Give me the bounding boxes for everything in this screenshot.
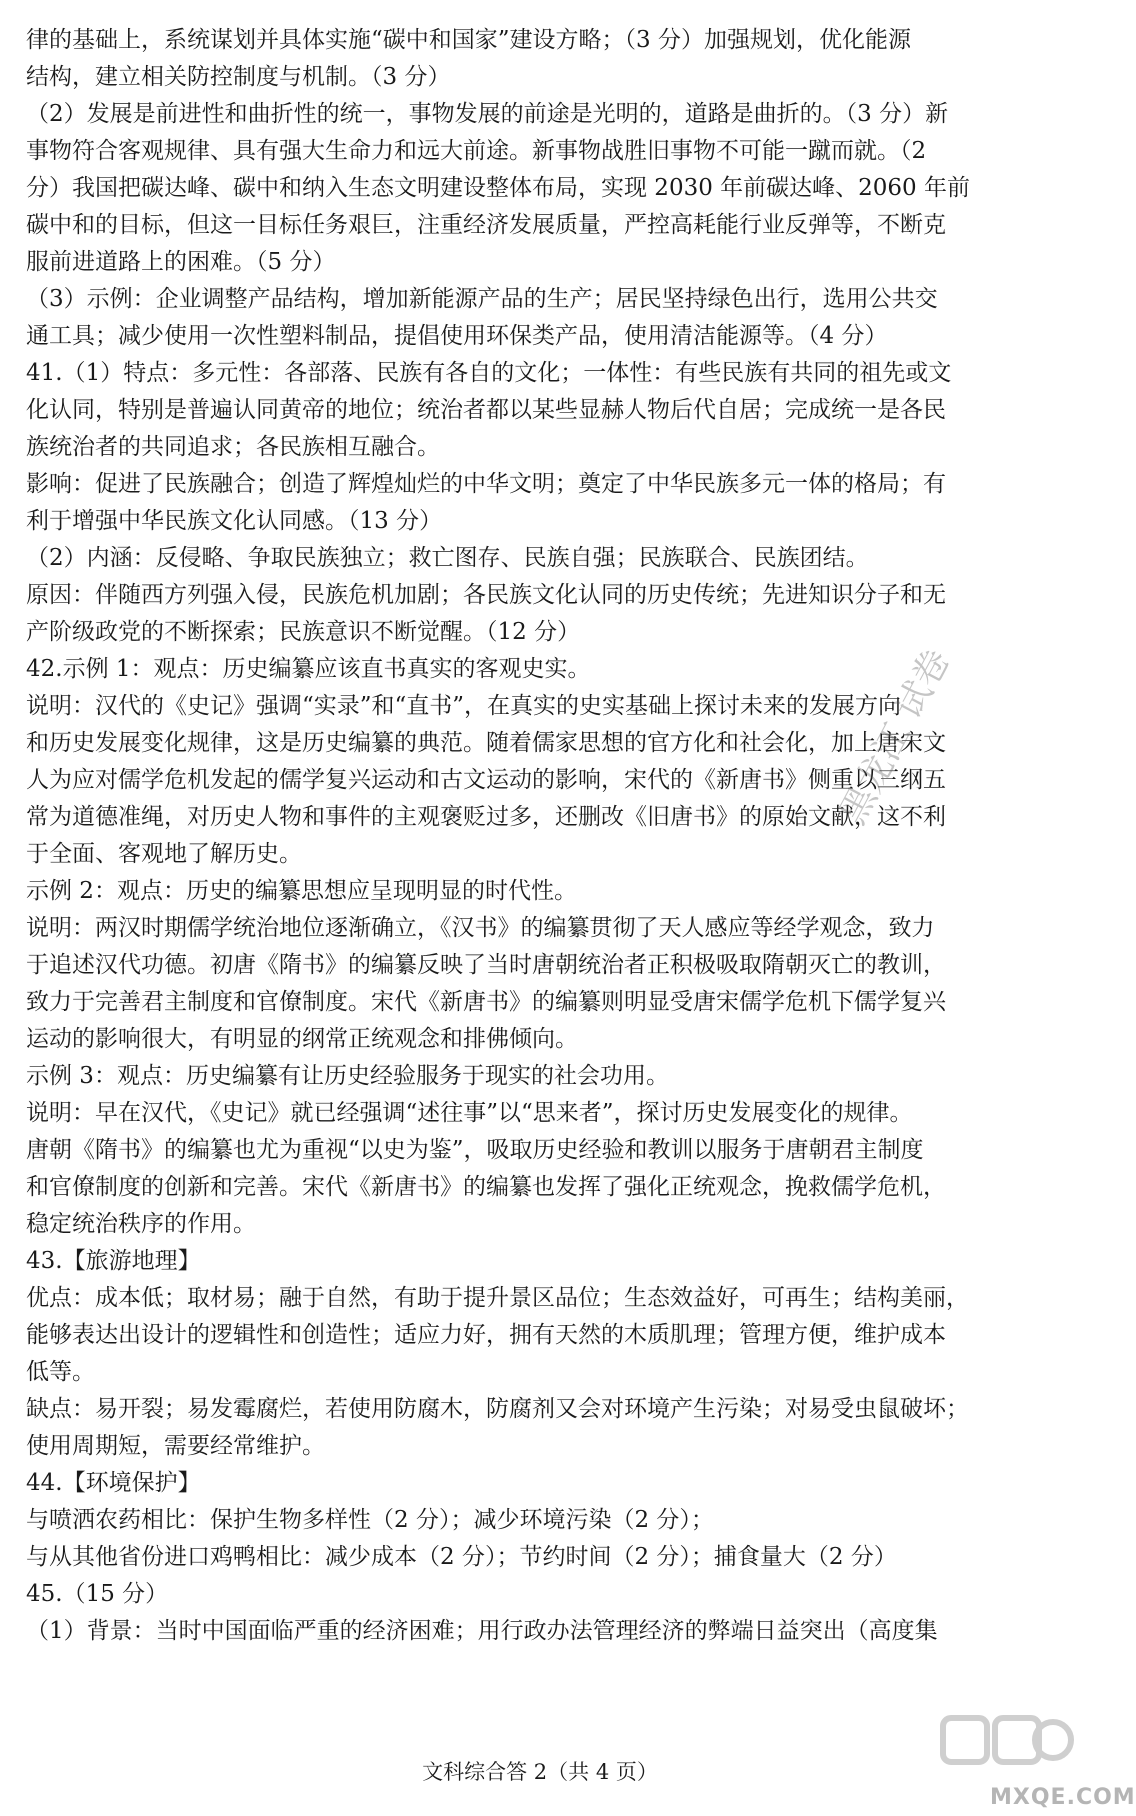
text-line: 原因：伴随西方列强入侵，民族危机加剧；各民族文化认同的历史传统；先进知识分子和无 <box>26 582 946 608</box>
text-line: 人为应对儒学危机发起的儒学复兴运动和古文运动的影响，宋代的《新唐书》侧重以三纲五 <box>26 767 946 793</box>
text-line: 影响：促进了民族融合；创造了辉煌灿烂的中华文明；奠定了中华民族多元一体的格局；有 <box>26 471 946 497</box>
text-line: 与从其他省份进口鸡鸭相比：减少成本（2 分）；节约时间（2 分）；捕食量大（2 分） <box>26 1544 897 1570</box>
text-line: （2）内涵：反侵略、争取民族独立；救亡图存、民族自强；民族联合、民族团结。 <box>26 545 869 571</box>
text-line: 与喷洒农药相比：保护生物多样性（2 分）；减少环境污染（2 分）； <box>26 1507 714 1533</box>
text-line: 族统治者的共同追求；各民族相互融合。 <box>26 434 440 460</box>
text-line: 示例 3：观点：历史编纂有让历史经验服务于现实的社会功用。 <box>26 1063 669 1089</box>
text-line: （2）发展是前进性和曲折性的统一，事物发展的前途是光明的，道路是曲折的。（3 分）新 <box>26 101 949 127</box>
text-line: 优点：成本低；取材易；融于自然，有助于提升景区品位；生态效益好，可再生；结构美丽， <box>26 1285 969 1311</box>
text-line: 说明：早在汉代，《史记》就已经强调“述往事”以“思来者”，探讨历史发展变化的规律。 <box>26 1100 913 1126</box>
text-line: 服前进道路上的困难。（5 分） <box>26 249 336 275</box>
text-line: 和官僚制度的创新和完善。宋代《新唐书》的编纂也发挥了强化正统观念，挽救儒学危机， <box>26 1174 946 1200</box>
text-line: 致力于完善君主制度和官僚制度。宋代《新唐书》的编纂则明显受唐宋儒学危机下儒学复兴 <box>26 989 946 1015</box>
text-line: 唐朝《隋书》的编纂也尤为重视“以史为鉴”，吸取历史经验和教训以服务于唐朝君主制度 <box>26 1137 924 1163</box>
text-line: 使用周期短，需要经常维护。 <box>26 1433 325 1459</box>
text-line: 和历史发展变化规律，这是历史编纂的典范。随着儒家思想的官方化和社会化，加上唐宋文 <box>26 730 946 756</box>
text-line: 41.（1）特点：多元性：各部落、民族有各自的文化；一体性：有些民族有共同的祖先或文 <box>26 360 952 386</box>
text-line: 44.【环境保护】 <box>26 1470 201 1496</box>
text-line: 于全面、客观地了解历史。 <box>26 841 302 867</box>
text-line: 常为道德准绳，对历史人物和事件的主观褒贬过多，还删改《旧唐书》的原始文献，这不利 <box>26 804 946 830</box>
text-line: 事物符合客观规律、具有强大生命力和远大前途。新事物战胜旧事物不可能一蹴而就。（2 <box>26 138 927 164</box>
text-line: 利于增强中华民族文化认同感。（13 分） <box>26 508 443 534</box>
text-line: 45.（15 分） <box>26 1581 169 1607</box>
page-footer: 文科综合答 2（共 4 页） <box>422 1760 658 1784</box>
text-line: 低等。 <box>26 1359 95 1385</box>
site-logo-text: MXQE.COM <box>990 1785 1136 1810</box>
text-line: 于追述汉代功德。初唐《隋书》的编纂反映了当时唐朝统治者正积极吸取隋朝灭亡的教训， <box>26 952 946 978</box>
text-line: 律的基础上，系统谋划并具体实施“碳中和国家”建设方略；（3 分）加强规划，优化能源 <box>26 27 911 53</box>
text-line: 分）我国把碳达峰、碳中和纳入生态文明建设整体布局，实现 2030 年前碳达峰、2060 年前 <box>26 175 970 201</box>
text-line: 运动的影响很大，有明显的纲常正统观念和排佛倾向。 <box>26 1026 578 1052</box>
text-line: 化认同，特别是普遍认同黄帝的地位；统治者都以某些显赫人物后代自居；完成统一是各民 <box>26 397 946 423</box>
text-line: 示例 2：观点：历史的编纂思想应呈现明显的时代性。 <box>26 878 577 904</box>
text-line: 能够表达出设计的逻辑性和创造性；适应力好，拥有天然的木质肌理；管理方便，维护成本 <box>26 1322 946 1348</box>
text-line: （3）示例：企业调整产品结构，增加新能源产品的生产；居民坚持绿色出行，选用公共交 <box>26 286 938 312</box>
text-line: 说明：汉代的《史记》强调“实录”和“直书”，在真实的史实基础上探讨未来的发展方向 <box>26 693 902 719</box>
text-line: 稳定统治秩序的作用。 <box>26 1211 256 1237</box>
text-line: 通工具；减少使用一次性塑料制品，提倡使用环保类产品，使用清洁能源等。（4 分） <box>26 323 888 349</box>
text-line: 结构，建立相关防控制度与机制。（3 分） <box>26 64 451 90</box>
text-line: （1）背景：当时中国面临严重的经济困难；用行政办法管理经济的弊端日益突出（高度集 <box>26 1618 938 1644</box>
text-line: 碳中和的目标，但这一目标任务艰巨，注重经济发展质量，严控高耗能行业反弹等，不断克 <box>26 212 946 238</box>
text-line: 产阶级政党的不断探索；民族意识不断觉醒。（12 分） <box>26 619 581 645</box>
text-line: 缺点：易开裂；易发霉腐烂，若使用防腐木，防腐剂又会对环境产生污染；对易受虫鼠破坏； <box>26 1396 969 1422</box>
text-line: 43.【旅游地理】 <box>26 1248 201 1274</box>
watermark: 黑龙江 试卷 <box>832 642 959 832</box>
text-line: 42.示例 1：观点：历史编纂应该直书真实的客观史实。 <box>26 656 591 682</box>
text-line: 说明：两汉时期儒学统治地位逐渐确立，《汉书》的编纂贯彻了天人感应等经学观念，致力 <box>26 915 935 941</box>
